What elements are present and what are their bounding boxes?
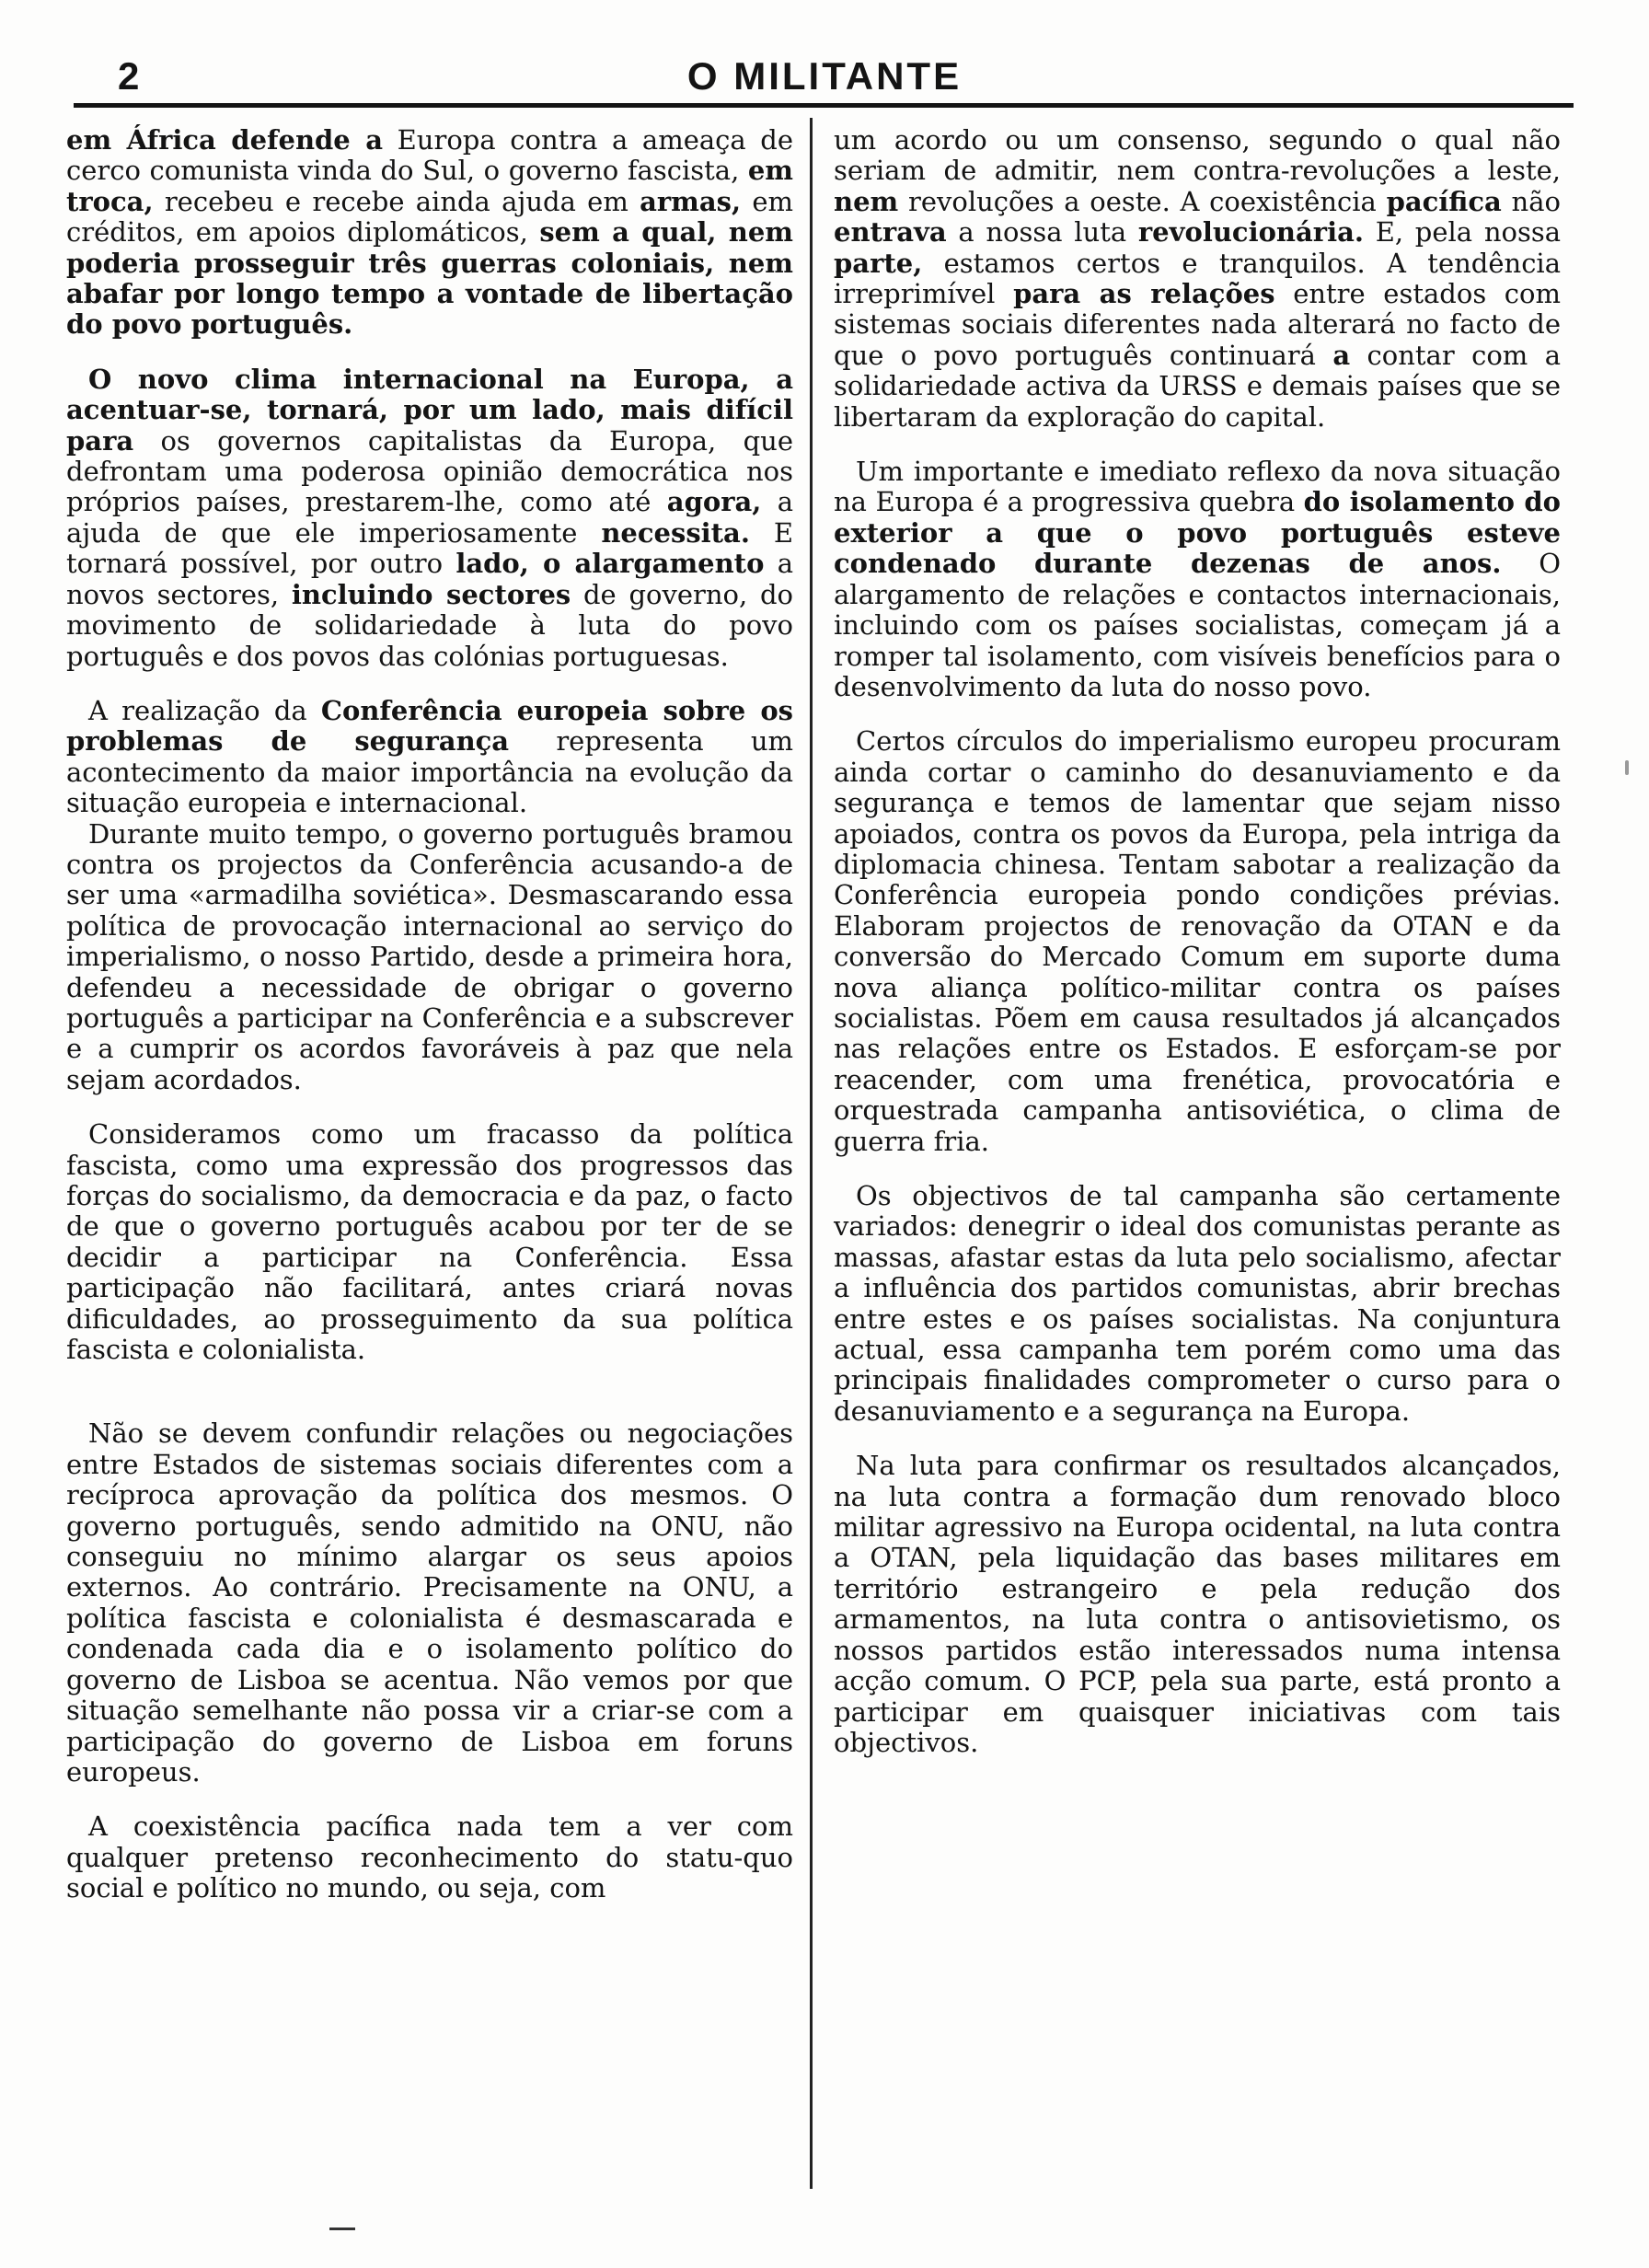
- paragraph-right-3: Certos círculos do imperialismo europeu procuram ainda cortar o caminho do desanuviamento e da segurança e temos de lamentar que sejam nisso apoiados, contra os povos da Europa, pela intriga da diplomacia chinesa. Tentam sabotar a realização da Conferência europeia pondo condições prévias. Elaboram projectos de renovação da OTAN e da conversão do Mercado Comum em suporte duma nova aliança político-militar contra os países socialistas. Põem em causa resultados já alcançados nas relações entre os Estados. E esforçam-se por reacender, com uma frenética, provocatória e orquestrada campanha antisoviética, o clima de guerra fria.: [834, 725, 1561, 1157]
- column-divider: [810, 118, 813, 2189]
- paragraph-right-1: um acordo ou um consenso, segundo o qual não seriam de admitir, nem contra-revoluções a leste, nem revoluções a oeste. A coexistência pacífica não entrava a nossa luta revolucionária. E, pela nossa parte, estamos certos e tranquilos. A tendência irreprimível para as relações entre estados com sistemas sociais diferentes nada alterará no facto de que o povo português continuará a contar com a solidariedade activa da URSS e demais países que se libertaram da exploração do capital.: [834, 124, 1562, 433]
- paragraph-right-2: Um importante e imediato reflexo da nova situação na Europa é a progressiva quebra do isolamento do exterior a que o povo português esteve condenado durante dezenas de anos. O alargamento de relações e contactos internacionais, incluindo com os países socialistas, começam já a romper tal isolamento, com visíveis benefícios para o desenvolvimento da luta do nosso povo.: [834, 456, 1561, 702]
- paragraph-left-5: Consideramos como um fracasso da política fascista, como uma expressão dos progressos das forças do socialismo, da democracia e da paz, o facto de que o governo português acabou por ter de se decidir a participar na Conferência. Essa participação não facilitará, antes criará novas dificuldades, ao prosseguimento da sua política fascista e colonialista.: [66, 1118, 793, 1366]
- paragraph-left-4: Durante muito tempo, o governo português bramou contra os projectos da Conferência acusando-a de ser uma «armadilha soviética». Desmascarando essa política de provocação internacional ao serviço do imperialismo, o nosso Partido, desde a primeira hora, defendeu a necessidade de obrigar o governo português a participar na Conferência e a subscrever e a cumprir os acordos favoráveis à paz que nela sejam acordados.: [66, 817, 793, 1095]
- paragraph-left-2: O novo clima internacional na Europa, a acentuar-se, tornará, por um lado, mais difícil para os governos capitalistas da Europa, que defrontam uma poderosa opinião democrática nos próprios países, prestarem-lhe, como até agora, a ajuda de que ele imperiosamente necessita. E tornará possível, por outro lado, o alargamento a novos sectores, incluindo sectores de governo, do movimento de solidariedade à luta do povo português e dos povos das colónias portuguesas.: [66, 363, 793, 672]
- header-rule: [74, 103, 1574, 108]
- paragraph-left-3: A realização da Conferência europeia sobre os problemas de segurança representa um acontecimento da maior importância na evolução da situação europeia e internacional.: [66, 694, 793, 819]
- paragraph-right-4: Os objectivos de tal campanha são certamente variados: denegrir o ideal dos comunistas perante as massas, afastar estas da luta pelo socialismo, afectar a influência dos partidos comunistas, abrir brechas entre estes e os países socialistas. Na conjuntura actual, essa campanha tem porém como uma das principais finalidades comprometer o curso para o desanuviamento e a segurança na Europa.: [834, 1180, 1561, 1427]
- left-column: [66, 125, 793, 1904]
- right-column: [834, 125, 1561, 1758]
- masthead-title: O MILITANTE: [686, 54, 963, 98]
- page-number: 2: [118, 54, 140, 98]
- paragraph-left-6: Não se devem confundir relações ou negociações entre Estados de sistemas sociais diferentes com a recíproca aprovação da política dos mesmos. O governo português, sendo admitido na ONU, não conseguiu no mínimo alargar os seus apoios externos. Ao contrário. Precisamente na ONU, a política fascista e colonialista é desmascarada e condenada cada dia e o isolamento político do governo de Lisboa se acentua. Não vemos por que situação semelhante não possa vir a criar-se com a participação do governo de Lisboa em foruns europeus.: [66, 1418, 793, 1788]
- print-mark: [329, 2228, 355, 2230]
- paragraph-left-1: em África defende a Europa contra a ameaça de cerco comunista vinda do Sul, o governo fascista, em troca, recebeu e recebe ainda ajuda em armas, em créditos, em apoios diplomáticos, sem a qual, nem poderia prosseguir três guerras coloniais, nem abafar por longo tempo a vontade de libertação do povo português.: [66, 124, 794, 341]
- paragraph-left-7: A coexistência pacífica nada tem a ver com qualquer pretenso reconhecimento do statu-quo social e político no mundo, ou seja, com: [66, 1811, 793, 1904]
- margin-speck: [1625, 760, 1629, 775]
- paragraph-right-5: Na luta para confirmar os resultados alcançados, na luta contra a formação dum renovado bloco militar agressivo na Europa ocidental, na luta contra a OTAN, pela liquidação das bases militares em território estrangeiro e pela redução dos armamentos, na luta contra o antisovietismo, os nossos partidos estão interessados numa intensa acção comum. O PCP, pela sua parte, está pronto a participar em quaisquer iniciativas com tais objectivos.: [834, 1450, 1561, 1758]
